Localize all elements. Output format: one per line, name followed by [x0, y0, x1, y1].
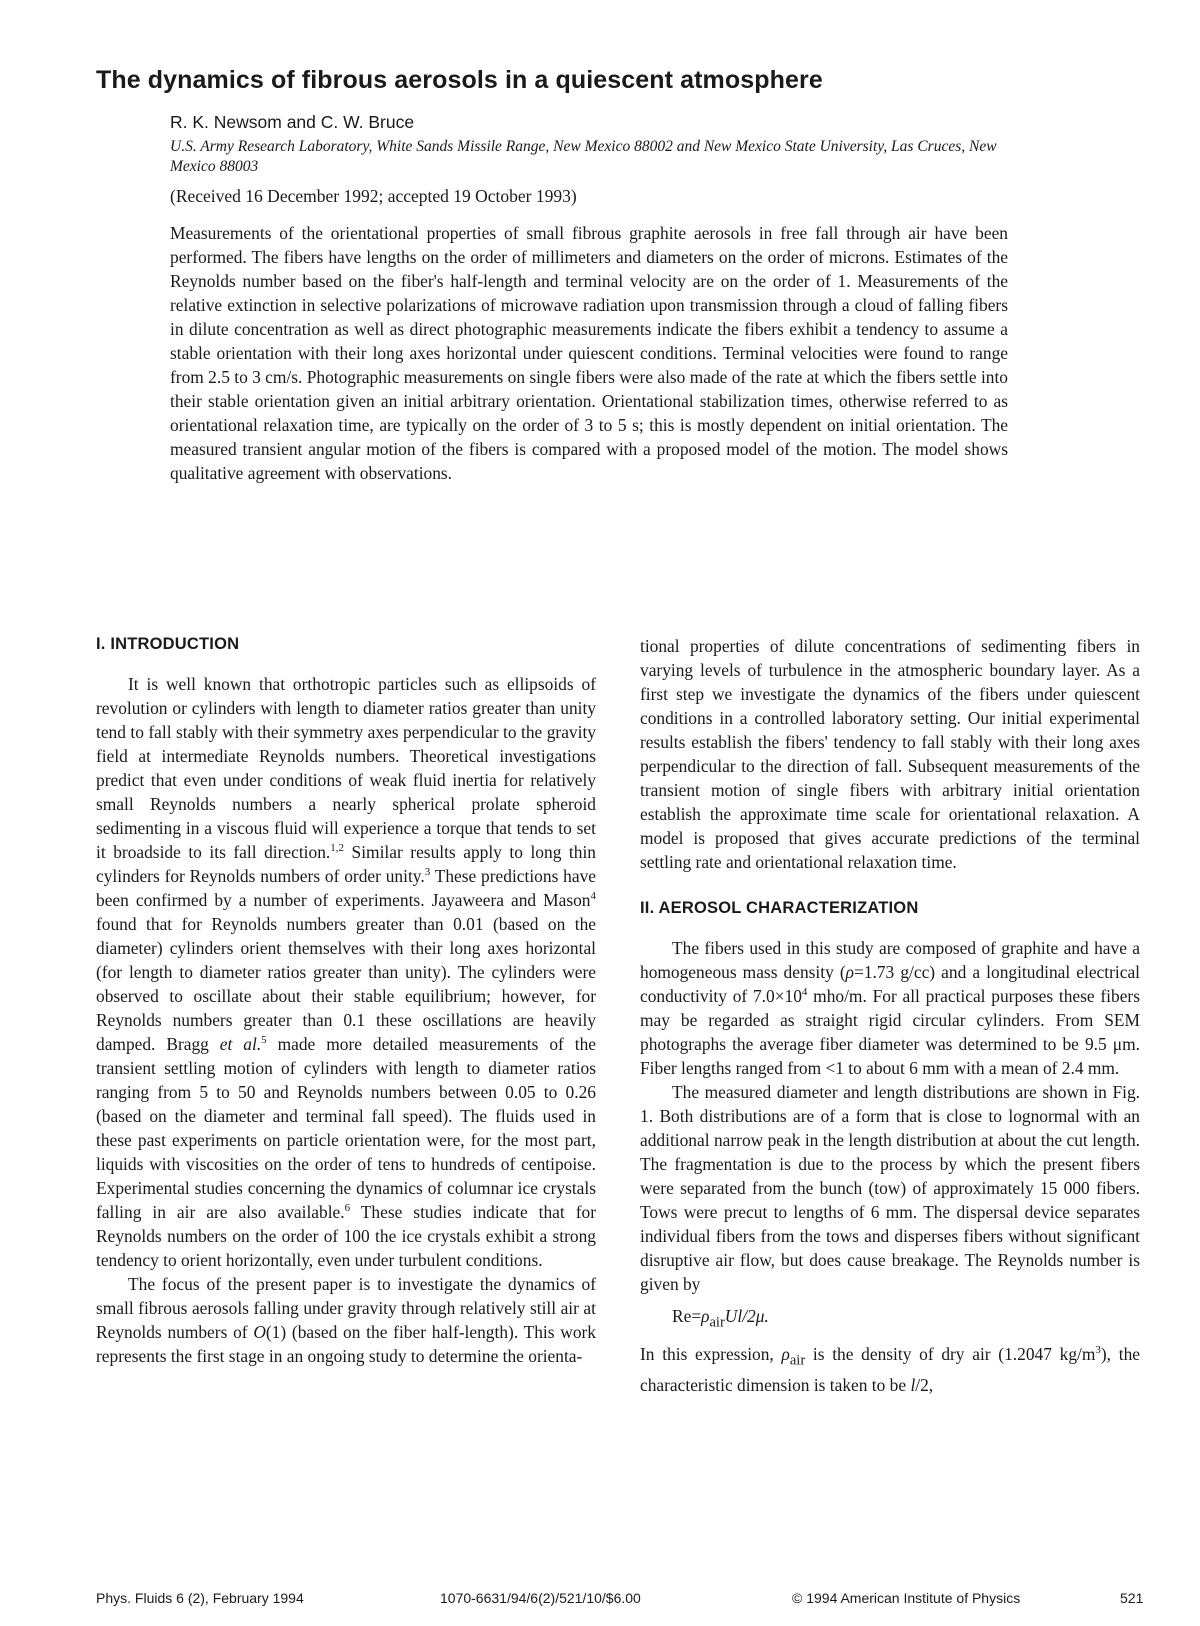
citation: 6	[344, 1202, 351, 1215]
paper-title: The dynamics of fibrous aerosols in a quiescent atmosphere	[96, 66, 823, 94]
aerosol-paragraph-3: In this expression, $\rho_{air}$ is the density of dry air (1.2047 $kg/m^3$), the characteristic dimension is taken to be l/2,	[640, 1344, 1140, 1395]
abstract: Measurements of the orientational properties of small fibrous graphite aerosols in free fall through air have been performed. The fibers have lengths on the order of millimeters and diameters on the order of microns. Estimates of the Reynolds number based on the fiber's half-length and terminal velocity are on the order of 1. Measurements of the relative extinction in selective polarizations of microwave radiation upon transmission through a cloud of falling fibers in dilute concentration as well as direct photographic measurements indicate the fibers exhibit a tendency to assume a stable orientation with their long axes horizontal under quiescent conditions. Terminal velocities were found to range from 2.5 to 3 cm/s. Photographic measurements on single fibers were also made of the rate at which the fibers settle into their stable orientation given an initial arbitrary orientation. Orientational stabilization times, otherwise referred to as orientational relaxation time, are typically on the order of 3 to 5 s; this is mostly dependent on initial orientation. The measured transient angular motion of the fibers is compared with a proposed model of the motion. The model shows qualitative agreement with observations.	[170, 223, 1008, 483]
intro-paragraph-3: tional properties of dilute concentrations of sedimenting fibers in varying levels of turbulence in the atmospheric boundary layer. As a first step we investigate the dynamics of the fibers under quiescent conditions in a controlled laboratory setting. Our initial experimental results establish the fibers' tendency to fall stably with their long axes perpendicular to the direction of fall. Subsequent measurements of the transient motion of single fibers with arbitrary initial orientation establish the approximate time scale for orientational relaxation. A model is proposed that gives accurate predictions of the terminal settling rate and orientational relaxation time.	[640, 636, 1140, 872]
citation: 5	[261, 1034, 267, 1047]
authors: R. K. Newsom and C. W. Bruce	[170, 112, 415, 132]
reynolds-equation: $Re=\rho_{air}Ul/2\mu$.	[672, 1306, 769, 1331]
citation: 3	[424, 866, 431, 879]
left-column	[96, 632, 596, 1368]
footer-code: 1070-6631/94/6(2)/521/10/$6.00	[440, 1590, 641, 1606]
aerosol-paragraph-1: The fibers used in this study are composed of graphite and have a homogeneous mass density (ρ=1.73 g/cc) and a longitudinal electrical conductivity of $7.0\times 10^4$ mho/m. For all practical purposes these fibers may be regarded as straight rigid circular cylinders. From SEM photographs the average fiber diameter was determined to be 9.5 μm. Fiber lengths ranged from <1 to about 6 mm with a mean of 2.4 mm.	[640, 938, 1141, 1078]
received-date: (Received 16 December 1992; accepted 19 October 1993)	[170, 186, 577, 206]
aerosol-paragraph-2: The measured diameter and length distributions are shown in Fig. 1. Both distributions are of a form that is close to lognormal with an additional narrow peak in the length distribution at about the cut length. The fragmentation is due to the process by which the present fibers were separated from the bunch (tow) of approximately 15 000 fibers. Tows were precut to lengths of 6 mm. The dispersal device separates individual fibers from the tows and disperses fibers without significant disruptive air flow, but does cause breakage. The Reynolds number is given by	[640, 1082, 1140, 1294]
footer-copyright: © 1994 American Institute of Physics	[792, 1590, 1021, 1606]
right-column	[640, 634, 1140, 1397]
section-heading-introduction: I. INTRODUCTION	[96, 635, 240, 653]
intro-paragraph-1: It is well known that orthotropic particles such as ellipsoids of revolution or cylinders with length to diameter ratios greater than unity tend to fall stably with their symmetry axes perpendicular to the gravity field at intermediate Reynolds numbers. Theoretical investigations predict that even under conditions of weak fluid inertia for relatively small Reynolds numbers a nearly spherical prolate spheroid sedimenting in a viscous fluid will experience a torque that tends to set it broadside to its fall direction.$^{1,2}$ Similar results apply to long thin cylinders for Reynolds numbers of order unity.$^3$ These predictions have been confirmed by a number of experiments. Jayaweera and Mason$^4$ found that for Reynolds numbers greater than 0.01 (based on the diameter) cylinders orient themselves with their long axes horizontal (for length to diameter ratios greater than unity). The cylinders were observed to oscillate about their stable equilibrium; however, for Reynolds numbers greater than 0.1 these oscillations are heavily damped. Bragg et al.$^5$ made more detailed measurements of the transient settling motion of cylinders with length to diameter ratios ranging from 5 to 50 and Reynolds numbers between 0.05 to 0.26 (based on the diameter and terminal fall speed). The fluids used in these past experiments on particle orientation were, for the most part, liquids with viscosities on the order of tens to hundreds of centipoise. Experimental studies concerning the dynamics of columnar ice crystals falling in air are also available.$^6$ These studies indicate that for Reynolds numbers on the order of 100 the ice crystals exhibit a strong tendency to orient horizontally, even under turbulent conditions.	[96, 674, 597, 1270]
page-number: 521	[1120, 1590, 1144, 1606]
affiliation: U.S. Army Research Laboratory, White Sands Missile Range, New Mexico 88002 and New Mexico State University, Las Cruces, New Mexico 88003	[170, 138, 997, 175]
section-heading-aerosol-characterization: II. AEROSOL CHARACTERIZATION	[640, 899, 919, 917]
footer-journal: Phys. Fluids 6 (2), February 1994	[96, 1590, 304, 1606]
intro-paragraph-2: The focus of the present paper is to investigate the dynamics of small fibrous aerosols falling under gravity through relatively still air at Reynolds numbers of O(1) (based on the fiber half-length). This work represents the first stage in an ongoing study to determine the orienta-	[96, 1274, 596, 1366]
citation: 4	[590, 890, 596, 903]
citation: 1,2	[330, 842, 345, 855]
